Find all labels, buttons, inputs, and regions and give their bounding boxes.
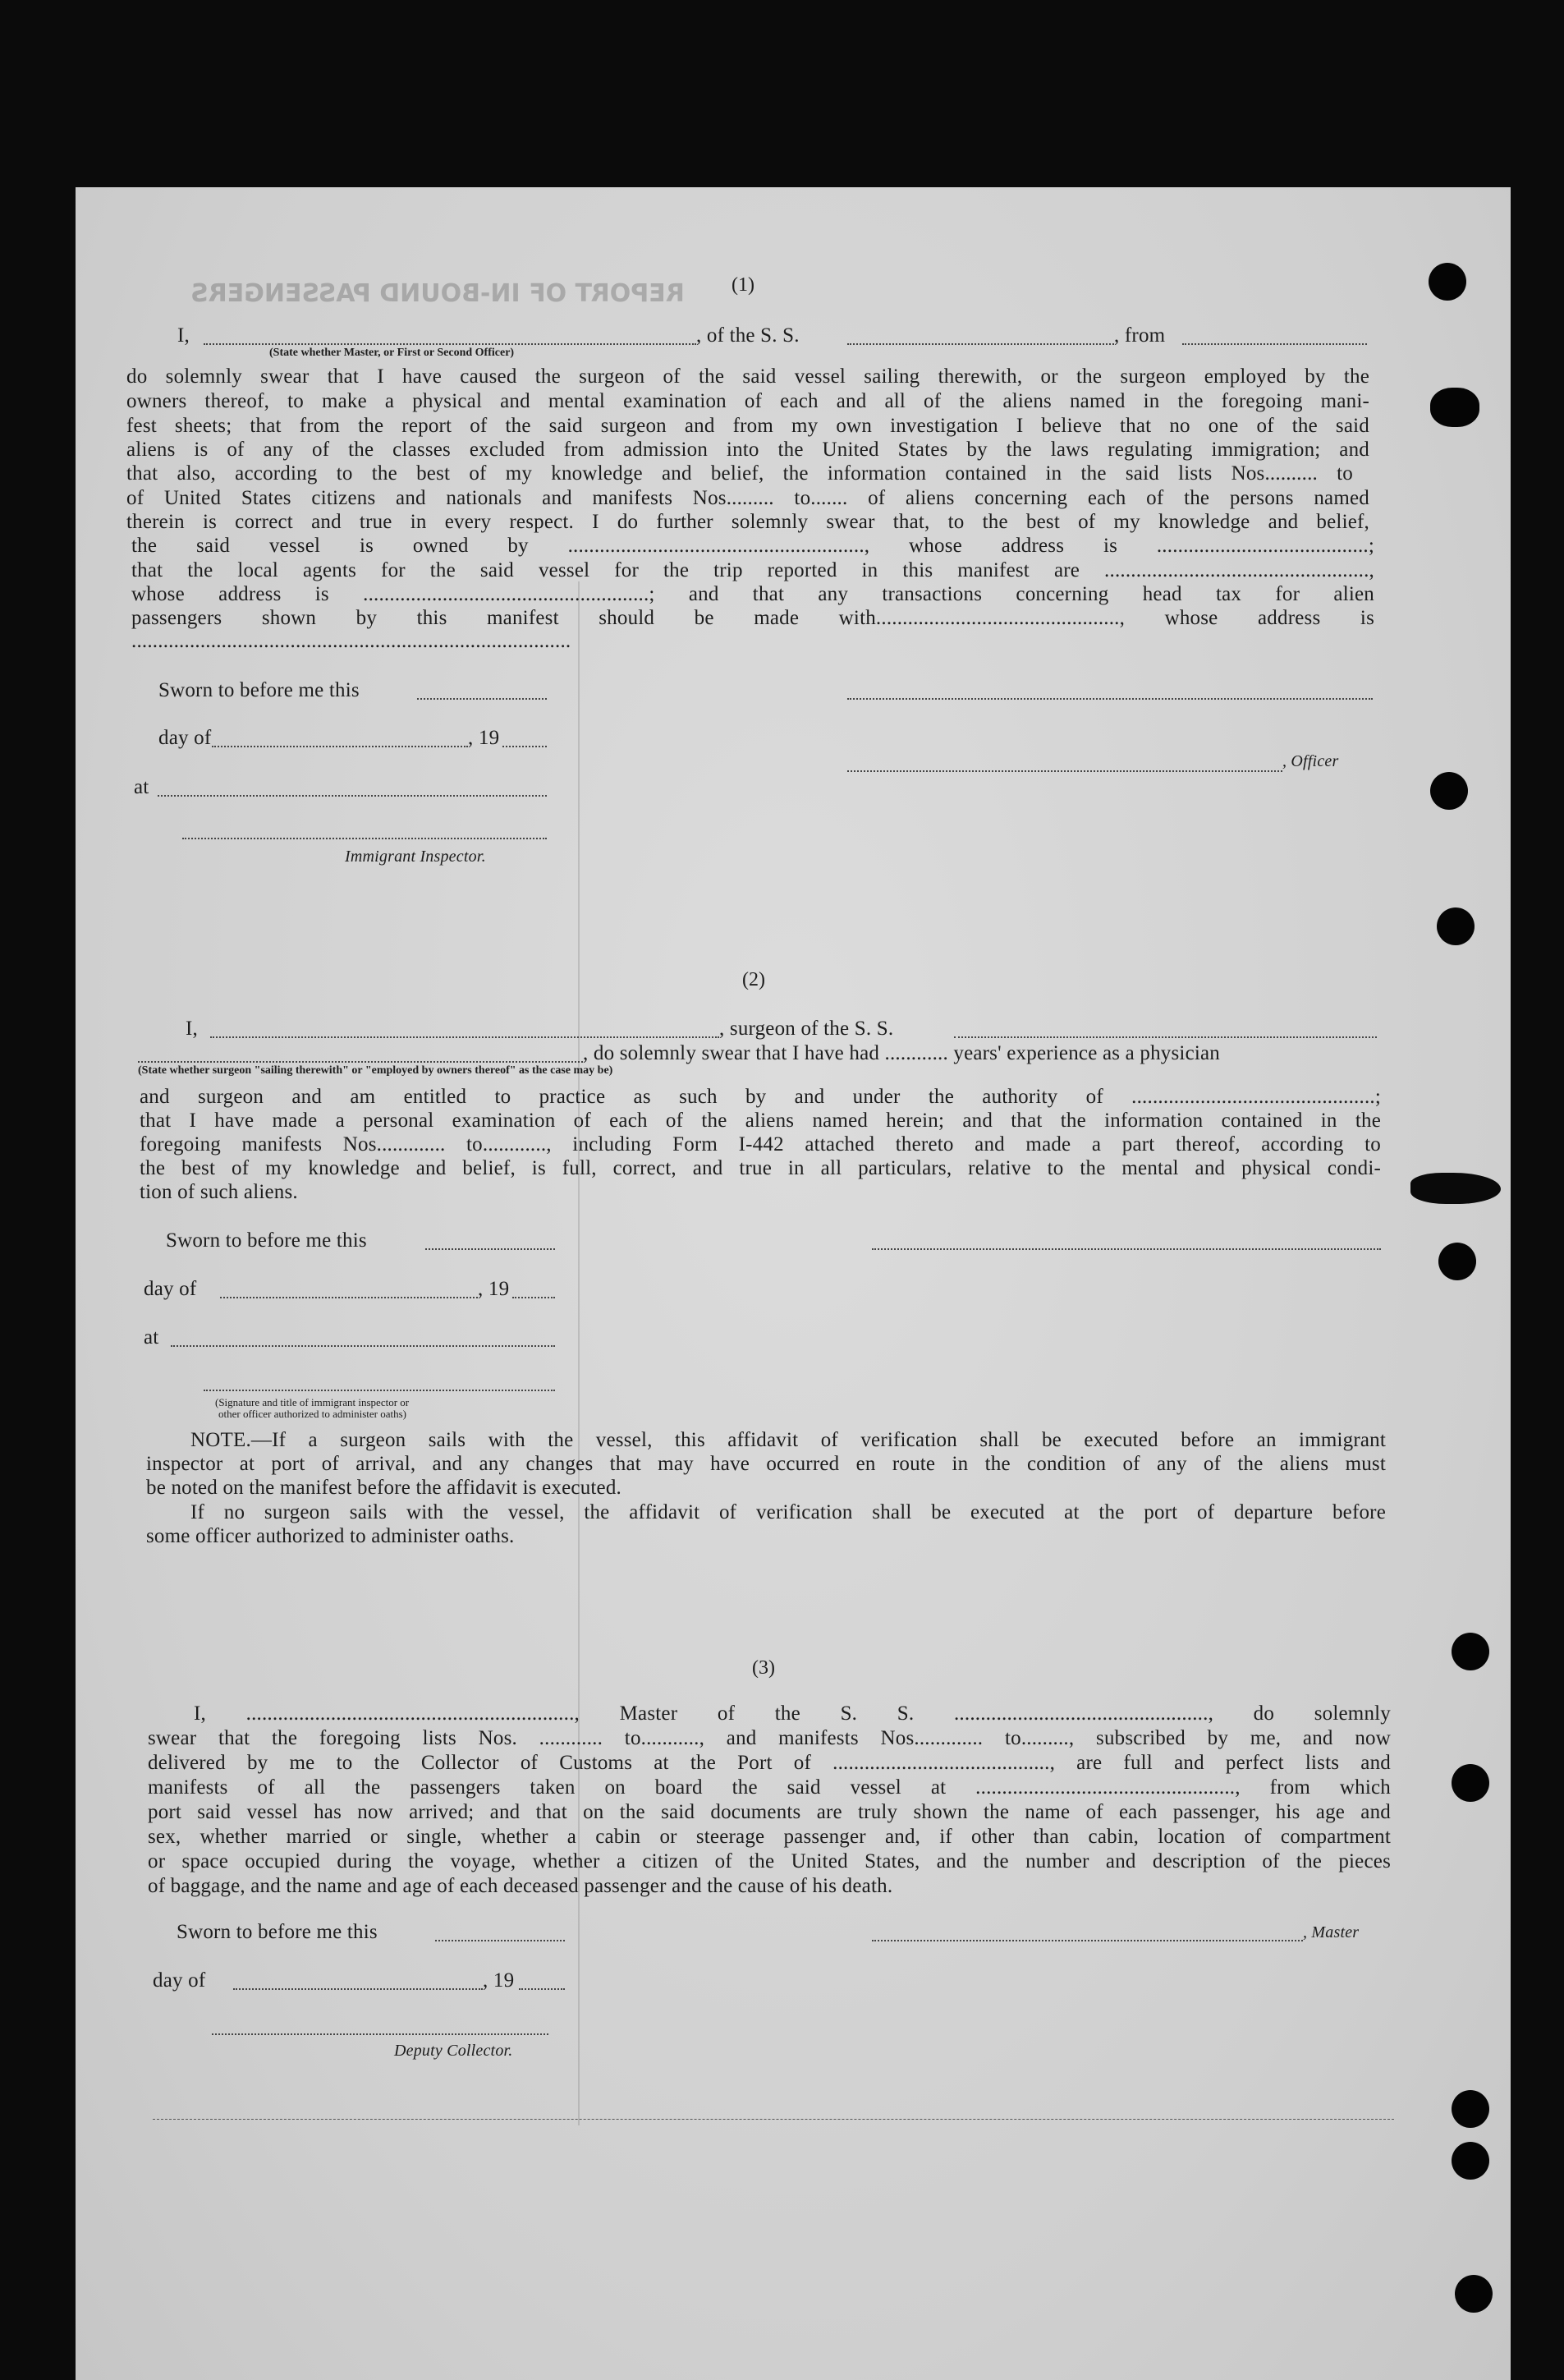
body-line: that the local agents for the said vessel for the trip reported in this manifest are .................................................., [131, 559, 1374, 581]
body-line: manifests of all the passengers taken on board the said vessel at ................................................., from which [148, 1776, 1391, 1799]
punch-hole [1429, 263, 1466, 301]
punch-hole [1452, 1764, 1489, 1802]
body-line: the said vessel is owned by ........................................................, whose address is ........................................; [131, 535, 1374, 557]
punch-hole [1430, 388, 1479, 427]
note-label: NOTE. [190, 1429, 251, 1451]
body-line: I, .............................................................., Master of the S. S. ................................................, do solemnly [194, 1702, 1391, 1725]
fill-in-line[interactable] [435, 1940, 565, 1941]
body-line: swear that the foregoing lists Nos. ............ to..........., and manifests Nos............. to........., subscribed by me, and now [148, 1727, 1391, 1749]
fill-in-line[interactable] [233, 1988, 483, 1990]
body-line: do solemnly swear that I have caused the surgeon of the said vessel sailing therewith, or the surgeon employed by the [126, 365, 1369, 388]
note-line: inspector at port of arrival, and any changes that may have occurred en route in the condition of any of the aliens must [146, 1453, 1386, 1475]
at-label: at [134, 776, 149, 798]
fill-in-line[interactable] [220, 1297, 478, 1298]
day-label: day of [158, 727, 212, 749]
body-line: ................................................................................... [131, 630, 571, 652]
bottom-rule [153, 2119, 1394, 2120]
fill-in-line[interactable] [512, 1297, 555, 1298]
sworn-label: Sworn to before me this [166, 1229, 367, 1252]
sworn-label: Sworn to before me this [158, 679, 360, 701]
body-line: or space occupied during the voyage, whether a citizen of the United States, and the number and description of the pieces [148, 1850, 1391, 1872]
inspector-title: Immigrant Inspector. [345, 848, 486, 866]
punch-hole [1437, 907, 1475, 945]
year-label: , 19 [483, 1969, 515, 1992]
signature-caption: (Signature and title of immigrant inspector or [215, 1396, 410, 1408]
signature-line[interactable] [204, 1390, 555, 1391]
note-line [190, 1428, 1386, 1453]
fill-in-line[interactable] [519, 1988, 565, 1990]
punch-hole [1452, 2090, 1489, 2128]
body-line: of United States citizens and nationals and manifests Nos......... to....... of aliens concerning each of the persons named [126, 487, 1369, 509]
body-line: port said vessel has now arrived; and that on the said documents are truly shown the name of each passenger, his age and [148, 1801, 1391, 1823]
text-line: I, [177, 324, 190, 347]
fill-in-line[interactable] [954, 1036, 1377, 1038]
signature-line[interactable] [182, 838, 547, 839]
body-line: owners thereof, to make a physical and mental examination of each and all of the aliens named in the foregoing mani- [126, 390, 1369, 412]
field-caption: (State whether surgeon "sailing therewith" or "employed by owners thereof" as the case may be) [138, 1064, 613, 1077]
fill-in-line[interactable] [847, 343, 1114, 345]
body-line: fest sheets; that from the report of the said surgeon and from my own investigation I believe that no one of the said [126, 415, 1369, 437]
body-line: delivered by me to the Collector of Customs at the Port of ........................................., are full and perfect lists and [148, 1752, 1391, 1774]
torn-edge [1410, 1173, 1501, 1204]
year-label: , 19 [468, 727, 500, 749]
fill-in-line[interactable] [502, 746, 547, 747]
text-line: , do solemnly swear that I have had ............ years' experience as a physician [583, 1042, 1221, 1064]
signature-line[interactable] [872, 1248, 1381, 1250]
fill-in-line[interactable] [417, 698, 547, 700]
field-caption: (State whether Master, or First or Second Officer) [269, 347, 515, 359]
day-label: day of [144, 1278, 197, 1300]
note-line: be noted on the manifest before the affidavit is executed. [146, 1477, 621, 1499]
punch-hole [1430, 772, 1468, 810]
signature-line[interactable] [212, 2033, 548, 2035]
fill-in-line[interactable] [210, 1036, 719, 1038]
body-line: whose address is ......................................................; and that any transactions concerning head tax for alien [131, 583, 1374, 605]
punch-hole [1452, 1633, 1489, 1670]
body-line: that I have made a personal examination of each of the aliens named herein; and that the information contained in the [140, 1110, 1381, 1132]
fill-in-line[interactable] [1182, 343, 1367, 345]
fill-in-line[interactable] [212, 746, 468, 747]
punch-hole [1455, 2275, 1493, 2313]
master-title: , Master [1303, 1923, 1360, 1941]
section-number: (2) [742, 969, 765, 990]
day-label: day of [153, 1969, 206, 1992]
year-label: , 19 [478, 1278, 510, 1300]
bleed-through-text: REPORT OF IN-BOUND PASSENGERS [190, 279, 685, 308]
at-label: at [144, 1326, 159, 1349]
signature-line[interactable] [872, 1940, 1303, 1941]
body-line: of baggage, and the name and age of each deceased passenger and the cause of his death. [148, 1875, 893, 1897]
section-number: (3) [752, 1657, 775, 1679]
punch-hole [1438, 1243, 1476, 1280]
sworn-label: Sworn to before me this [177, 1921, 378, 1943]
text-line: , surgeon of the S. S. [719, 1018, 894, 1040]
officer-title: , Officer [1282, 752, 1339, 770]
note-text: —If a surgeon sails with the vessel, this affidavit of verification shall be executed before an immigrant [250, 1429, 1386, 1451]
note-line: If no surgeon sails with the vessel, the affidavit of verification shall be executed at the port of departure before [190, 1501, 1386, 1523]
fill-in-line[interactable] [425, 1248, 555, 1250]
body-line: therein is correct and true in every respect. I do further solemnly swear that, to the best of my knowledge and belief, [126, 511, 1369, 533]
body-line: the best of my knowledge and belief, is full, correct, and true in all particulars, relative to the mental and physical condi- [140, 1157, 1381, 1179]
punch-hole [1452, 2142, 1489, 2180]
fill-in-line[interactable] [171, 1345, 555, 1347]
body-line: that also, according to the best of my knowledge and belief, the information contained in the said lists Nos.......... to [126, 462, 1353, 485]
body-line: tion of such aliens. [140, 1181, 298, 1203]
body-line: sex, whether married or single, whether a cabin or steerage passenger and, if other than cabin, location of compartment [148, 1826, 1391, 1848]
text-line: I, [186, 1018, 198, 1040]
fill-in-line[interactable] [138, 1061, 583, 1063]
fill-in-line[interactable] [204, 343, 696, 345]
section-number: (1) [732, 274, 754, 296]
body-line: aliens is of any of the classes excluded from admission into the United States by the laws regulating immigration; and [126, 439, 1369, 461]
signature-line[interactable] [847, 698, 1373, 700]
body-line: passengers shown by this manifest should be made with.............................................., whose address is [131, 607, 1374, 629]
text-line: , of the S. S. [696, 324, 800, 347]
body-line: and surgeon and am entitled to practice as such by and under the authority of ..............................................; [140, 1086, 1381, 1108]
collector-title: Deputy Collector. [394, 2042, 513, 2060]
body-line: foregoing manifests Nos............. to............, including Form I-442 attached thereto and made a part thereof, according to [140, 1133, 1381, 1156]
signature-line[interactable] [847, 770, 1282, 772]
signature-caption: other officer authorized to administer oaths) [218, 1408, 406, 1420]
note-line: some officer authorized to administer oaths. [146, 1525, 515, 1547]
text-line: , from [1114, 324, 1166, 347]
fill-in-line[interactable] [158, 795, 547, 797]
